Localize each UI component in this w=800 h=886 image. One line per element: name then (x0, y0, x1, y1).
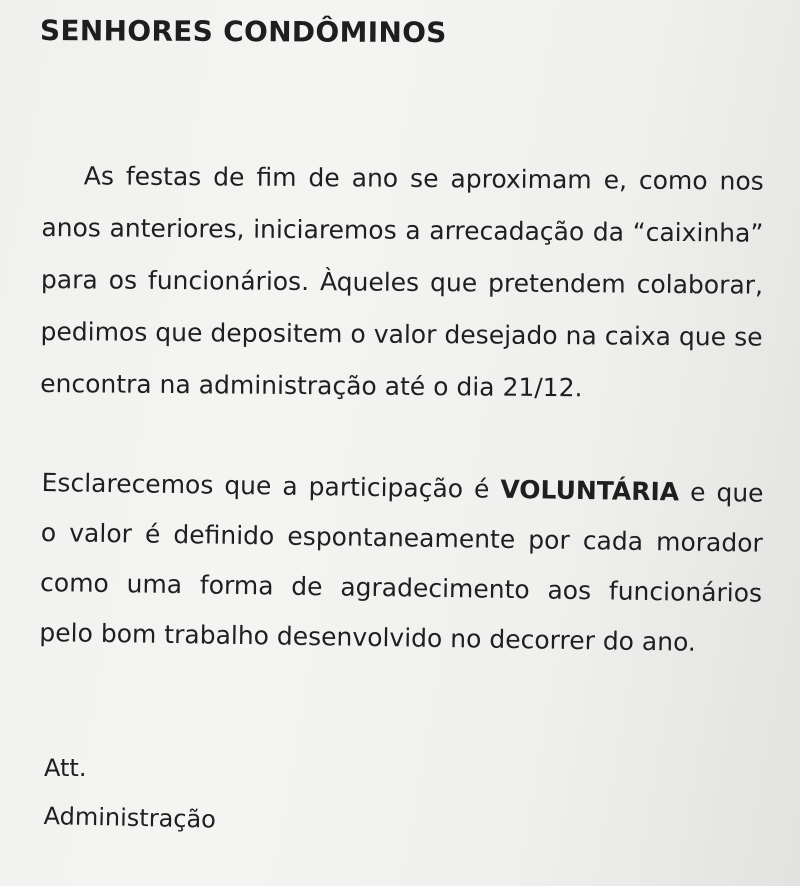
notice-paragraph-2 (39, 458, 764, 669)
notice-title: SENHORES CONDÔMINOS (39, 14, 447, 50)
signature-administration: Administração (43, 802, 217, 834)
paragraph-2-text-start: Esclarecemos que a participação é (41, 467, 501, 504)
notice-paragraph-1: As festas de fim de ano se aproximam e, como nos anos anteriores, iniciaremos a arrecadação da “caixinha” para os funcionários. Àqueles que pretendem colaborar, pedimos que depositem o valor desejado na caixa que se encontra na administração até o dia 21/12. (40, 161, 764, 403)
voluntary-emphasis: VOLUNTÁRIA (500, 474, 680, 507)
closing-att: Att. (44, 754, 87, 782)
paragraph-2-text-end: e que o valor é definido espontaneamente por cada morador como uma forma de agradecimento aos funcionários pelo bom trabalho desenvolvido no decorrer do ano. (39, 477, 764, 657)
